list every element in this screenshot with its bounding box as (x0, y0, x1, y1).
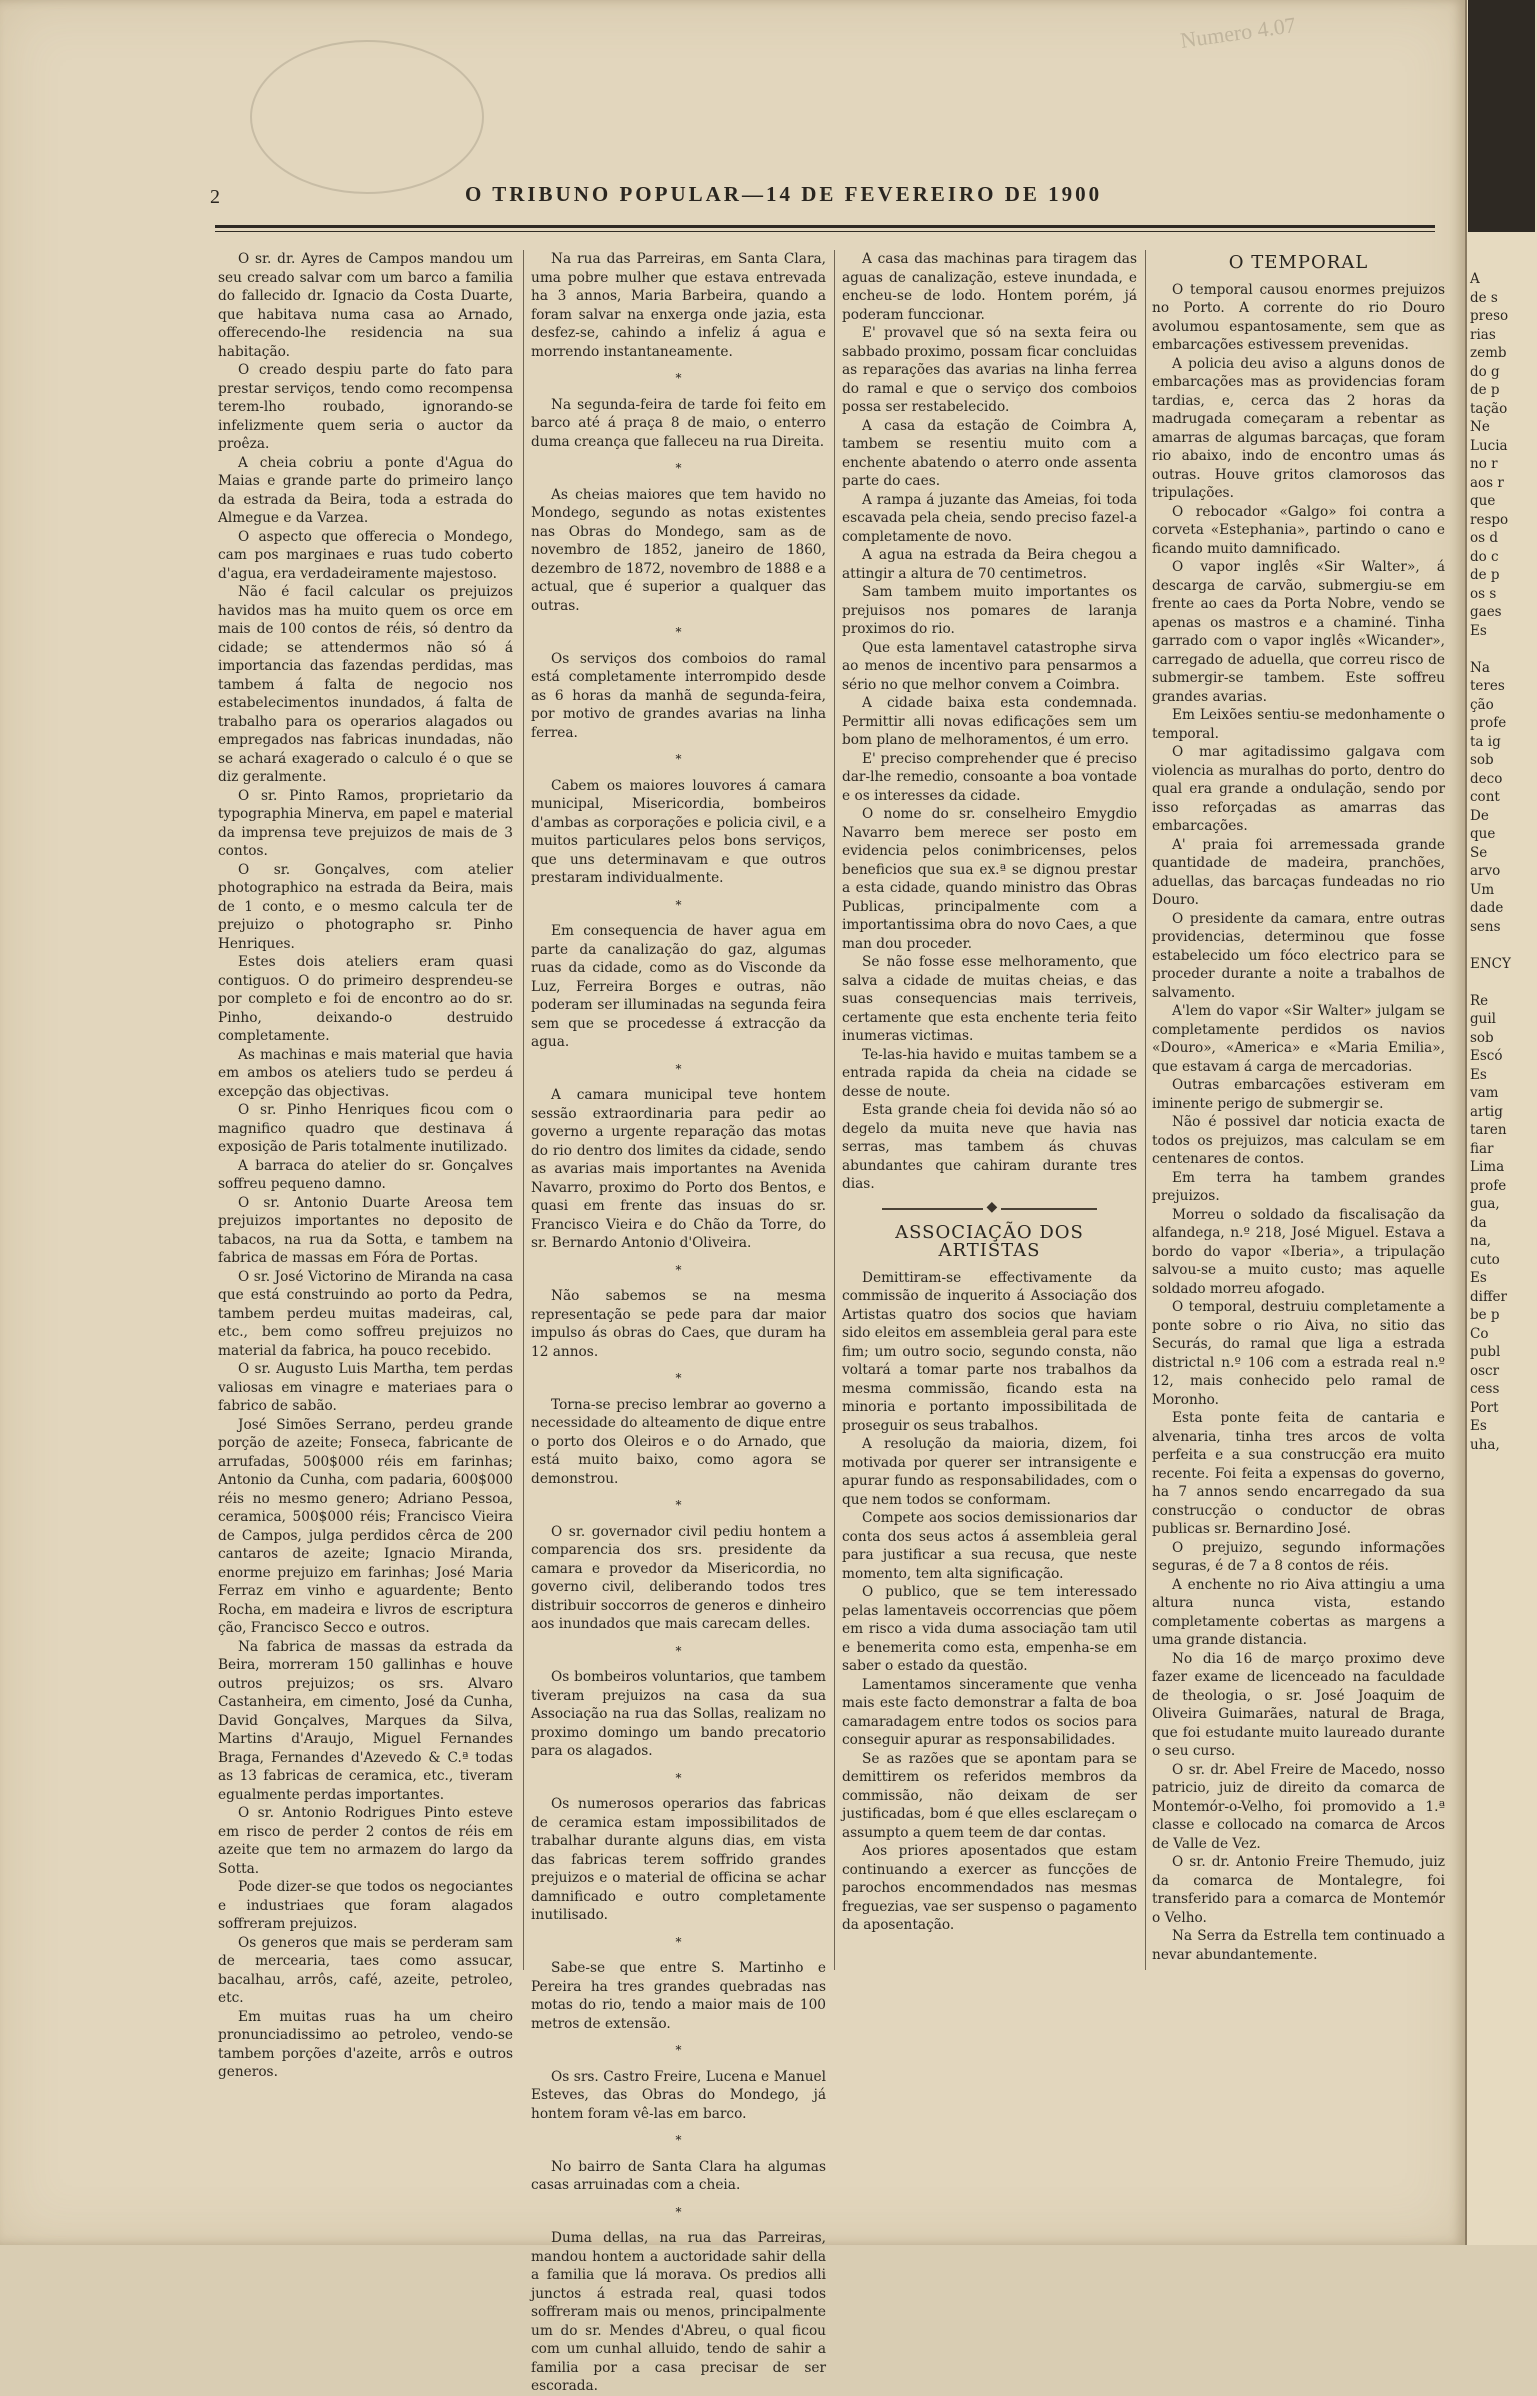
article-paragraph: Na Serra da Estrella tem continuado a nevar abundantemente. (1152, 1928, 1445, 1963)
article-paragraph: No bairro de Santa Clara ha algumas casas arruinadas com a cheia. (531, 2158, 826, 2193)
edge-line (1470, 936, 1532, 955)
article-paragraph: Aos priores aposentados que estam continuando a exercer as funcções de parochos encommendados nas mesmas freguezias, vae ser suspenso o pagamento da aposentação. (842, 1843, 1137, 1933)
header-rule-thin (215, 231, 1435, 232)
edge-line: teres (1470, 678, 1505, 694)
article-paragraph: Esta ponte feita de cantaria e alvenaria, tinha tres arcos de volta perfeita e a sua construcção era muito recente. Foi feita a expensas do governo, ha 7 annos sendo encarregado da sua construcção o conductor de obras publicas sr. Bernardino José. (1152, 1410, 1445, 1537)
article-paragraph: O temporal, destruiu completamente a ponte sobre o rio Aiva, no sitio das Securás, do ramal que liga a estrada districtal n.º 106 com a estrada real n.º 12, mais conhecido pelo ramal de Moronho. (1152, 1299, 1445, 1408)
article-paragraph: O prejuizo, segundo informações seguras, é de 7 a 8 contos de réis. (1152, 1539, 1445, 1574)
article-paragraph: Não sabemos se na mesma representação se pede para dar maior impulso ás obras do Caes, que duram ha 12 annos. (531, 1288, 826, 1360)
article-paragraph: Se as razões que se apontam para se demittirem os referidos membros da commissão, não deixam de ser justificadas, bom é que elles esclareçam o assumpto a quem teem de dar contas. (842, 1750, 1137, 1841)
article-paragraph: Torna-se preciso lembrar ao governo a necessidade do alteamento de dique entre o porto dos Oleiros e o do Arnado, que está muito baixo, como agora se demonstrou. (531, 1396, 826, 1487)
section-title-associacao: ASSOCIAÇÃO DOS ARTISTAS (895, 1221, 1084, 1261)
paragraph-separator: * (675, 1934, 682, 1949)
paragraph-separator: * (675, 2204, 682, 2219)
edge-line: deco (1470, 770, 1503, 787)
article-paragraph: A cidade baixa esta condemnada. Permittir alli novas edificações sem um bom plano de melhoramentos, é um erro. (842, 695, 1137, 748)
edge-line: respo (1470, 511, 1509, 528)
article-paragraph: Cabem os maiores louvores á camara municipal, Misericordia, bombeiros d'ambas as corporações e policia civil, e a muitos particulares pelos bons serviços, que uns determinavam e que outros prestaram individualmente. (531, 777, 826, 886)
paragraph-separator: * (675, 897, 682, 912)
edge-line: Es (1470, 1418, 1487, 1434)
edge-line: Se (1470, 844, 1488, 861)
edge-line: Na (1470, 659, 1490, 676)
edge-line: sens (1470, 918, 1501, 935)
edge-line: na, (1470, 1233, 1492, 1249)
article-paragraph: Na segunda-feira de tarde foi feito em barco até á praça 8 de maio, o enterro duma creança que falleceu na rua Direita. (531, 396, 826, 450)
edge-line: ENCY (1470, 955, 1511, 972)
paragraph-separator: * (675, 371, 682, 385)
article-paragraph: O sr. Antonio Rodrigues Pinto esteve em risco de perder 2 contos de réis em azeite que tem no armazem do largo da Sotta. (218, 1805, 513, 1877)
article-paragraph: O sr. Antonio Duarte Areosa tem prejuizos importantes no deposito de tabacos, na rua da Sotta, e tambem na fabrica de massas em Fóra de Portas. (218, 1194, 513, 1266)
article-paragraph: Demittiram-se effectivamente da commissão de inquerito á Associação dos Artistas quatro dos socios que haviam sido eleitos em assembleia geral para este fim; um outro socio, segundo consta, não voltará a tomar parte nos trabalhos da mesma commissão, ficando esta na minoria e portanto impossibilitada de proseguir os seus trabalhos. (842, 1269, 1137, 1434)
article-paragraph: O mar agitadissimo galgava com violencia as muralhas do porto, dentro do qual era grande a ondulação, sendo por isso reforçadas as amarras das embarcações. (1152, 744, 1445, 834)
article-paragraph: O creado despiu parte do fato para prestar serviços, tendo como recompensa terem-lho roubado, ignorando-se infelizmente quem seria o auctor da proêza. (218, 362, 513, 452)
edge-line: dade (1470, 900, 1504, 916)
article-paragraph: A cheia cobriu a ponte d'Agua do Maias e grande parte do primeiro lanço da estrada da Beira, toda a estrada do Almegue e da Varzea. (218, 454, 513, 526)
article-paragraph: O sr. dr. Ayres de Campos mandou um seu creado salvar com um barco a familia do fallecido dr. Ignacio da Costa Duarte, que habitava numa casa ao Arnado, offerecendo-lhe residencia na sua habitação. (218, 251, 513, 360)
article-paragraph: O nome do sr. conselheiro Emygdio Navarro bem merece ser posto em evidencia pelos conimbricenses, pelos beneficios que sua ex.ª se dignou prestar a esta cidade, quando ministro das Obras Publicas, principalmente com a importantissima obra do novo Caes, a que man dou proceder. (842, 806, 1137, 952)
edge-line: gua, (1470, 1196, 1500, 1212)
edge-line: taren (1470, 1122, 1507, 1138)
article-paragraph: Os bombeiros voluntarios, que tambem tiveram prejuizos na casa da sua Associação na rua das Sollas, realizam no proximo domingo um bando precatorio para os alagados. (531, 1669, 826, 1759)
edge-line: Ne (1470, 419, 1490, 435)
edge-line: sob (1470, 1029, 1494, 1046)
edge-line: artig (1470, 1103, 1503, 1120)
article-paragraph: Duma dellas, na rua das Parreiras, mandou hontem a auctoridade sahir della a familia que lá morava. Os predios alli junctos á estrada real, quasi todos soffreram mais ou menos, principalmente um do sr. Mendes d'Abreu, o qual ficou com um cunhal alluido, tendo de sahir a familia por a casa precisar de ser escorada. (531, 2230, 826, 2394)
edge-line: que (1470, 826, 1496, 842)
article-paragraph: E' provavel que só na sexta feira ou sabbado proximo, possam ficar concluidas as reparações das avarias na linha ferrea do ramal e que o serviço dos comboios possa ser restabelecido. (842, 325, 1137, 415)
column-divider (1145, 250, 1146, 1970)
section-ornament (882, 1204, 1097, 1214)
article-paragraph: O vapor inglês «Sir Walter», á descarga de carvão, submergiu-se em frente ao caes da Porta Nobre, vendo se apenas os mastros e a chaminé. Tinha garrado com o vapor inglês «Wicander», carregado de aduella, que correu risco de submergir-se tambem. Este soffreu grandes avarias. (1152, 559, 1445, 705)
article-paragraph: Lamentamos sinceramente que venha mais este facto demonstrar a falta de boa camaradagem entre todos os socios para conseguir apurar as responsabilidades. (842, 1676, 1137, 1748)
article-paragraph: O aspecto que offerecia o Mondego, cam pos marginaes e ruas tudo coberto d'agua, era verdadeiramente majestoso. (218, 528, 513, 582)
header-rule (215, 225, 1435, 228)
article-paragraph: O sr. Pinto Ramos, proprietario da typographia Minerva, em papel e material da imprensa teve prejuizos de mais de 3 contos. (218, 787, 513, 859)
edge-line: zemb (1470, 345, 1507, 361)
adjacent-page-header (1468, 0, 1535, 232)
edge-line: preso (1470, 308, 1509, 324)
edge-line: oscr (1470, 1362, 1500, 1379)
edge-line: cont (1470, 789, 1500, 805)
ghost-bleedthrough-text: Numero 4.07 (1178, 12, 1298, 53)
edge-line: Es (1470, 1270, 1487, 1286)
edge-line: Es (1470, 622, 1487, 639)
adjacent-page-text (1470, 270, 1532, 1454)
article-paragraph: Sabe-se que entre S. Martinho e Pereira ha tres grandes quebradas nas motas do rio, tendo a maior mais de 100 metros de extensão. (531, 1960, 826, 2032)
article-paragraph: O rebocador «Galgo» foi contra a corveta «Estephania», partindo o cano e ficando muito damnificado. (1152, 503, 1445, 557)
article-paragraph: O temporal causou enormes prejuizos no Porto. A corrente do rio Douro avolumou espantosamente, sem que as embarcações estivessem prevenidas. (1152, 281, 1445, 353)
edge-line: rias (1470, 326, 1496, 343)
edge-line: aos r (1470, 474, 1504, 491)
article-paragraph: Os srs. Castro Freire, Lucena e Manuel Esteves, das Obras do Mondego, já hontem foram vê-las em barco. (531, 2068, 826, 2122)
article-paragraph: O sr. dr. Antonio Freire Themudo, juiz da comarca de Montalegre, foi transferido para a comarca de Montemór o Velho. (1152, 1854, 1445, 1926)
article-paragraph: As cheias maiores que tem havido no Mondego, segundo as notas existentes nas Obras do Mondego, sam as de novembro de 1852, janeiro de 1860, dezembro de 1872, novembro de 1888 e a actual, que é superior a qualquer das outras. (531, 486, 826, 614)
edge-line: cess (1470, 1381, 1500, 1397)
paragraph-separator: * (675, 2043, 682, 2057)
edge-line (1470, 973, 1532, 992)
column-3 (842, 250, 1137, 1990)
article-paragraph: O sr. Pinho Henriques ficou com o magnifico quadro que destinava á exposição de Paris totalmente inutilizado. (218, 1102, 513, 1155)
article-paragraph: O sr. Augusto Luis Martha, tem perdas valiosas em vinagre e materiaes para o fabrico de sabão. (218, 1361, 513, 1414)
edge-line: be p (1470, 1307, 1500, 1323)
edge-line: De (1470, 807, 1489, 824)
article-paragraph: Em terra ha tambem grandes prejuizos. (1152, 1169, 1445, 1204)
paragraph-separator: * (675, 1498, 682, 1512)
article-paragraph: O sr. dr. Abel Freire de Macedo, nosso patricio, juiz de direito da comarca de Montemór-o-Velho, foi promovido a 1.ª classe e collocado na comarca de Arcos de Valle de Vez. (1152, 1761, 1445, 1852)
article-paragraph: Que esta lamentavel catastrophe sirva ao menos de incentivo para pensarmos a sério no que melhor convem a Coimbra. (842, 639, 1137, 693)
article-paragraph: Se não fosse esse melhoramento, que salva a cidade de muitas cheias, e das suas consequencias mais terriveis, certamente que esta enchente teria feito inumeras victimas. (842, 954, 1137, 1044)
edge-line: Escó (1470, 1048, 1503, 1064)
paragraph-separator: * (675, 1770, 682, 1785)
article-paragraph: Os generos que mais se perderam sam de mercearia, taes como assucar, bacalhau, arrôs, café, azeite, petroleo, etc. (218, 1934, 513, 2006)
paragraph-separator: * (675, 1371, 682, 1385)
edge-line: ta ig (1470, 733, 1501, 750)
article-paragraph: A resolução da maioria, dizem, foi motivada por querer ser intransigente e apurar fundo as responsabilidades, com o que nem todos se conformam. (842, 1436, 1137, 1508)
article-paragraph: A rampa á juzante das Ameias, foi toda escavada pela cheia, sendo preciso fazel-a completamente de novo. (842, 491, 1137, 545)
article-paragraph: Estes dois ateliers eram quasi contiguos. O do primeiro desprendeu-se por completo e foi de encontro ao do sr. Pinho, deixando-o destruido completamente. (218, 954, 513, 1044)
masthead: O TRIBUNO POPULAR—14 DE FEVEREIRO DE 1900 (465, 182, 1103, 206)
article-paragraph: Em muitas ruas ha um cheiro pronunciadissimo ao petroleo, vendo-se tambem porções d'azeite, arrôs e outros generos. (218, 2008, 513, 2080)
article-paragraph: A camara municipal teve hontem sessão extraordinaria para pedir ao governo a urgente reparação das motas do rio dentro dos limites da cidade, sendo as avarias mais importantes na Avenida Navarro, proximo do Porto dos Bentos, e quasi em frente das insuas do sr. Francisco Vieira e do Chão da Torre, do sr. Bernardo Antonio d'Oliveira. (531, 1087, 826, 1251)
edge-line: Lima (1470, 1159, 1505, 1175)
edge-line: fiar (1470, 1140, 1494, 1157)
edge-line: os d (1470, 530, 1498, 546)
edge-line: Um (1470, 881, 1495, 898)
paragraph-separator: * (675, 1643, 682, 1658)
column-1 (218, 250, 513, 2080)
article-paragraph: A casa das machinas para tiragem das aguas de canalização, esteve inundada, e encheu-se de lodo. Hontem porém, já poderam funccionar. (842, 251, 1137, 323)
page-number: 2 (210, 186, 220, 208)
edge-line: Es (1470, 1066, 1487, 1083)
edge-line: do c (1470, 548, 1499, 565)
edge-line: vam (1470, 1085, 1499, 1101)
edge-line: cuto (1470, 1251, 1500, 1268)
section-title-temporal: O TEMPORAL (1228, 252, 1369, 273)
paragraph-separator: * (675, 1262, 682, 1277)
edge-line: A (1470, 271, 1480, 287)
edge-line: differ (1470, 1288, 1507, 1305)
article-paragraph: Na rua das Parreiras, em Santa Clara, uma pobre mulher que estava entrevada ha 3 annos, Maria Barbeira, quando a foram salvar na enxerga onde jazia, esta desfez-se, cahindo a infeliz á agua e morrendo instantaneamente. (531, 251, 826, 360)
paragraph-separator: * (675, 625, 682, 639)
article-paragraph: Outras embarcações estiveram em iminente perigo de submergir se. (1152, 1077, 1445, 1112)
edge-line: no r (1470, 456, 1498, 472)
edge-line: da (1470, 1214, 1487, 1231)
article-paragraph: Em Leixões sentiu-se medonhamente o temporal. (1152, 707, 1445, 742)
article-paragraph: A' praia foi arremessada grande quantidade de madeira, pranchões, aduellas, das barcaças fundeadas no rio Douro. (1152, 836, 1445, 908)
edge-line: tação (1470, 400, 1508, 417)
edge-line: que (1470, 493, 1496, 509)
article-paragraph: A policia deu aviso a alguns donos de embarcações mas as providencias foram tardias, e, cerca das 2 horas da madrugada começaram a rebentar as amarras de algumas barcaças, que foram rio abaixo, indo de encontro umas ás outras. Houve gritos clamorosos das tripulações. (1152, 355, 1445, 501)
paragraph-separator: * (675, 2133, 682, 2147)
edge-line: os s (1470, 585, 1497, 602)
article-paragraph: A'lem do vapor «Sir Walter» julgam se completamente perdidos os navios «Douro», «America» e «Maria Emilia», que estavam á carga de mercadorias. (1152, 1003, 1445, 1075)
article-paragraph: Te-las-hia havido e muitas tambem se a entrada rapida da cheia na cidade se desse de noute. (842, 1046, 1137, 1100)
article-paragraph: Morreu o soldado da fiscalisação da alfandega, n.º 218, José Miguel. Estava a bordo do vapor «Iberia», a tripulação salvou-se a muito custo; mas aquelle soldado morreu afogado. (1152, 1206, 1445, 1297)
edge-line: de s (1470, 289, 1498, 306)
article-paragraph: A casa da estação de Coimbra A, tambem se resentiu muito com a enchente abatendo o aterro onde assenta parte do caes. (842, 417, 1137, 489)
article-paragraph: O sr. governador civil pediu hontem a comparencia dos srs. presidente da camara e provedor da Misericordia, no governo civil, deliberando todos tres distribuir soccorros de generos e dinheiro aos inundados que mais carecam delles. (531, 1523, 826, 1632)
edge-line: de p (1470, 567, 1500, 583)
edge-line: profe (1470, 715, 1507, 731)
edge-line (1470, 640, 1532, 659)
article-paragraph: As machinas e mais material que havia em ambos os ateliers tudo se perdeu á excepção das objectivas. (218, 1046, 513, 1100)
edge-line: publ (1470, 1344, 1501, 1360)
edge-line: sob (1470, 752, 1494, 768)
edge-line: arvo (1470, 863, 1501, 879)
article-paragraph: O sr. José Victorino de Miranda na casa que está construindo ao porto da Pedra, tambem perdeu muitas madeiras, cal, etc., bem como soffreu prejuizos no material da fabrica, ha pouco recebido. (218, 1268, 513, 1359)
article-paragraph: Esta grande cheia foi devida não só ao degelo da muita neve que havia nas serras, mas tambem ás chuvas abundantes que cahiram durante tres dias. (842, 1102, 1137, 1192)
article-paragraph: A agua na estrada da Beira chegou a attingir a altura de 70 centimetros. (842, 547, 1137, 582)
edge-line: de p (1470, 382, 1500, 398)
edge-line: gaes (1470, 604, 1502, 620)
edge-line: Co (1470, 1325, 1489, 1342)
article-paragraph: Compete aos socios demissionarios dar conta dos seus actos á assembleia geral para justificar a sua recusa, que neste momento, tem alta significação. (842, 1510, 1137, 1582)
article-paragraph: O presidente da camara, entre outras providencias, determinou que fosse estabelecido um fóco electrico para se proceder durante a noite a trabalhos de salvamento. (1152, 910, 1445, 1001)
edge-line: Re (1470, 992, 1489, 1009)
column-divider (523, 250, 524, 1970)
edge-line: do g (1470, 363, 1500, 380)
article-paragraph: José Simões Serrano, perdeu grande porção de azeite; Fonseca, fabricante de arrufadas, 500$000 réis em farinhas; Antonio da Cunha, com padaria, 600$000 réis no mesmo genero; Adriano Pessoa, ceramica, 500$000 réis; Francisco Vieira de Campos, julga perdidos cêrca de 200 cantaros de azeite; Ignacio Miranda, enorme prejuizo em farinhas; José Maria Ferraz em vinho e aguardente; Bento Rocha, em madeira e livros de escriptura ção, Francisco Secco e outros. (218, 1416, 513, 1636)
edge-line: Port (1470, 1399, 1499, 1416)
article-paragraph: Na fabrica de massas da estrada da Beira, morreram 150 gallinhas e houve outros prejuizos; os srs. Alvaro Castanheira, em cimento, José da Cunha, David Gonçalves, Marques da Silva, Martins d'Araujo, Miguel Fernandes Braga, Fernandes d'Azevedo & C.ª todas as 13 fabricas de ceramica, etc., tiveram egualmente perdas importantes. (218, 1638, 513, 1803)
article-paragraph: No dia 16 de março proximo deve fazer exame de licenceado na faculdade de theologia, o sr. José Joaquim de Oliveira Guimarães, natural de Braga, que foi estudante muito laureado durante o seu curso. (1152, 1650, 1445, 1759)
page-header (210, 182, 1430, 210)
article-paragraph: Não é facil calcular os prejuizos havidos mas ha muito quem os orce em mais de 100 contos de réis, só dentro da cidade; se attendermos não só á importancia das fazendas perdidas, mas tambem á falta de negocio nos estabelecimentos inundados, á falta de trabalho para os operarios alagados ou empregados nas fabricas inundadas, não se achará exagerado o calculo é o que se diz geralmente. (218, 584, 513, 785)
article-paragraph: Sam tambem muito importantes os prejuisos nos pomares de laranja proximos do rio. (842, 584, 1137, 637)
article-paragraph: Não é possivel dar noticia exacta de todos os prejuizos, mas calculam se em centenares de contos. (1152, 1114, 1445, 1167)
edge-line: Lucia (1470, 437, 1508, 454)
article-paragraph: O sr. Gonçalves, com atelier photographico na estrada da Beira, mais de 1 conto, e o mesmo calcula ter de prejuizo o photographo sr. Pinho Henriques. (218, 861, 513, 952)
paragraph-separator: * (675, 1061, 682, 1076)
article-paragraph: O publico, que se tem interessado pelas lamentaveis occorrencias que põem em risco a vida duma associação tam util e benemerita como esta, empenha-se em saber o estado da questão. (842, 1584, 1137, 1674)
article-paragraph: Os serviços dos comboios do ramal está completamente interrompido desde as 6 horas da manhã de segunda-feira, por motivo de grandes avarias na linha ferrea. (531, 650, 826, 741)
edge-line: profe (1470, 1177, 1507, 1194)
paragraph-separator: * (675, 752, 682, 766)
article-paragraph: Os numerosos operarios das fabricas de ceramica estam impossibilitados de trabalhar durante alguns dias, em vista das fabricas terem soffrido grandes prejuizos e o material de officina se achar damnificado e outro completamente inutilisado. (531, 1796, 826, 1923)
article-paragraph: A enchente no rio Aiva attingiu a uma altura nunca vista, estando completamente cobertas as margens a uma grande distancia. (1152, 1576, 1445, 1648)
article-paragraph: A barraca do atelier do sr. Gonçalves soffreu pequeno damno. (218, 1157, 513, 1192)
article-paragraph: Pode dizer-se que todos os negociantes e industriaes que foram alagados soffreram prejuizos. (218, 1879, 513, 1932)
article-paragraph: E' preciso comprehender que é preciso dar-lhe remedio, consoante a boa vontade e os interesses da cidade. (842, 750, 1137, 804)
edge-line: ção (1470, 696, 1494, 713)
article-paragraph: Em consequencia de haver agua em parte da canalização do gaz, algumas ruas da cidade, como as do Visconde da Luz, Ferreira Borges e outras, não poderam ser illuminadas na segunda feira sem que se procedesse á extracção da agua. (531, 923, 826, 1050)
column-divider (834, 250, 835, 1970)
edge-line: guil (1470, 1011, 1496, 1027)
column-4 (1152, 250, 1445, 1990)
column-2 (531, 250, 826, 2394)
faded-stamp (250, 40, 484, 194)
paragraph-separator: * (675, 461, 682, 475)
edge-line: uha, (1470, 1436, 1500, 1453)
